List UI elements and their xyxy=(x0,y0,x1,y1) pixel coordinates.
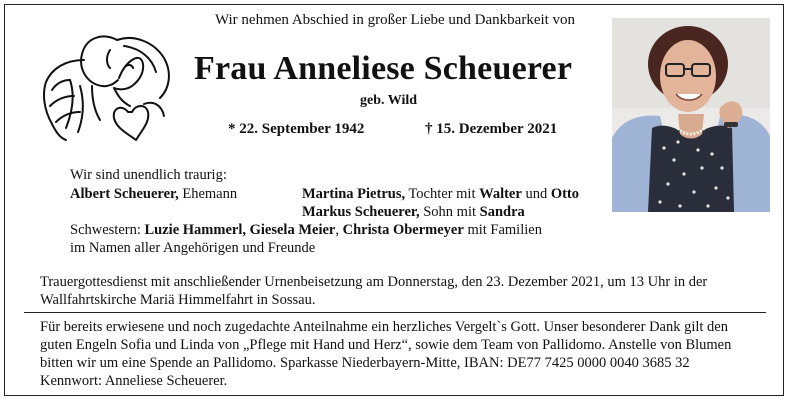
mourner-sisters xyxy=(70,221,542,239)
thanks-line-1: Für bereits erwiesene und noch zugedachte Anteilnahme ein herzliches Vergelt`s Gott. Unser besonderer Dank gilt den xyxy=(40,319,728,335)
mourner-martina-relation: Tochter mit xyxy=(405,186,480,202)
sister-giesela: Giesela Meier xyxy=(249,222,336,238)
mourner-martina-partner: Walter xyxy=(479,186,522,202)
sister-luzie: Luzie Hammerl, xyxy=(144,222,246,238)
service-line-1: Trauergottesdienst mit anschließender Urnenbeisetzung am Donnerstag, den 23. Dezember 2021, um 13 Uhr in der xyxy=(40,274,708,290)
sisters-label: Schwestern: xyxy=(70,222,145,238)
thanks-line-2: guten Engeln Sofia und Linda von „Pflege mit Hand und Herz“, sowie dem Team von Pallidomo. Anstelle von Blumen xyxy=(40,337,732,353)
mourner-markus-name: Markus Scheuerer, xyxy=(302,204,420,220)
mourner-markus xyxy=(302,203,525,221)
deceased-name: Frau Anneliese Scheuerer xyxy=(194,50,573,87)
sister-christa: Christa Obermeyer xyxy=(342,222,464,238)
portrait-image xyxy=(612,18,770,212)
mourner-martina-child: Otto xyxy=(550,186,579,202)
thanks-line-4: Kennwort: Anneliese Scheuerer. xyxy=(40,373,228,389)
sisters-tail: mit Familien xyxy=(463,222,542,238)
mourners-closing: im Namen aller Angehörigen und Freunde xyxy=(70,240,316,256)
section-divider xyxy=(24,312,766,313)
mourner-markus-relation: Sohn mit xyxy=(419,204,480,220)
mourner-markus-partner: Sandra xyxy=(479,204,525,220)
mourners-intro: Wir sind unendlich traurig: xyxy=(70,167,227,183)
mourner-albert-relation: Ehemann xyxy=(178,186,238,202)
death-date: † 15. Dezember 2021 xyxy=(425,121,558,137)
mourner-albert-name: Albert Scheuerer, xyxy=(70,186,179,202)
birth-date: * 22. September 1942 xyxy=(228,121,365,137)
mourner-martina-and: und xyxy=(521,186,551,202)
portrait-photo xyxy=(612,18,770,212)
service-line-2: Wallfahrtskirche Mariä Himmelfahrt in Sossau. xyxy=(40,292,316,308)
birth-name: geb. Wild xyxy=(360,93,418,108)
intro-line: Wir nehmen Abschied in großer Liebe und Dankbarkeit von xyxy=(214,12,576,28)
angel-heart-illustration xyxy=(22,20,192,150)
thanks-line-3: bitten wir um eine Spende an Pallidomo. Sparkasse Niederbayern-Mitte, IBAN: DE77 7425 0000 0040 3685 32 xyxy=(40,355,690,371)
mourner-martina-name: Martina Pietrus, xyxy=(302,186,406,202)
sisters-separator: , xyxy=(335,222,343,238)
mourner-albert xyxy=(70,185,237,203)
mourner-martina xyxy=(302,185,579,203)
